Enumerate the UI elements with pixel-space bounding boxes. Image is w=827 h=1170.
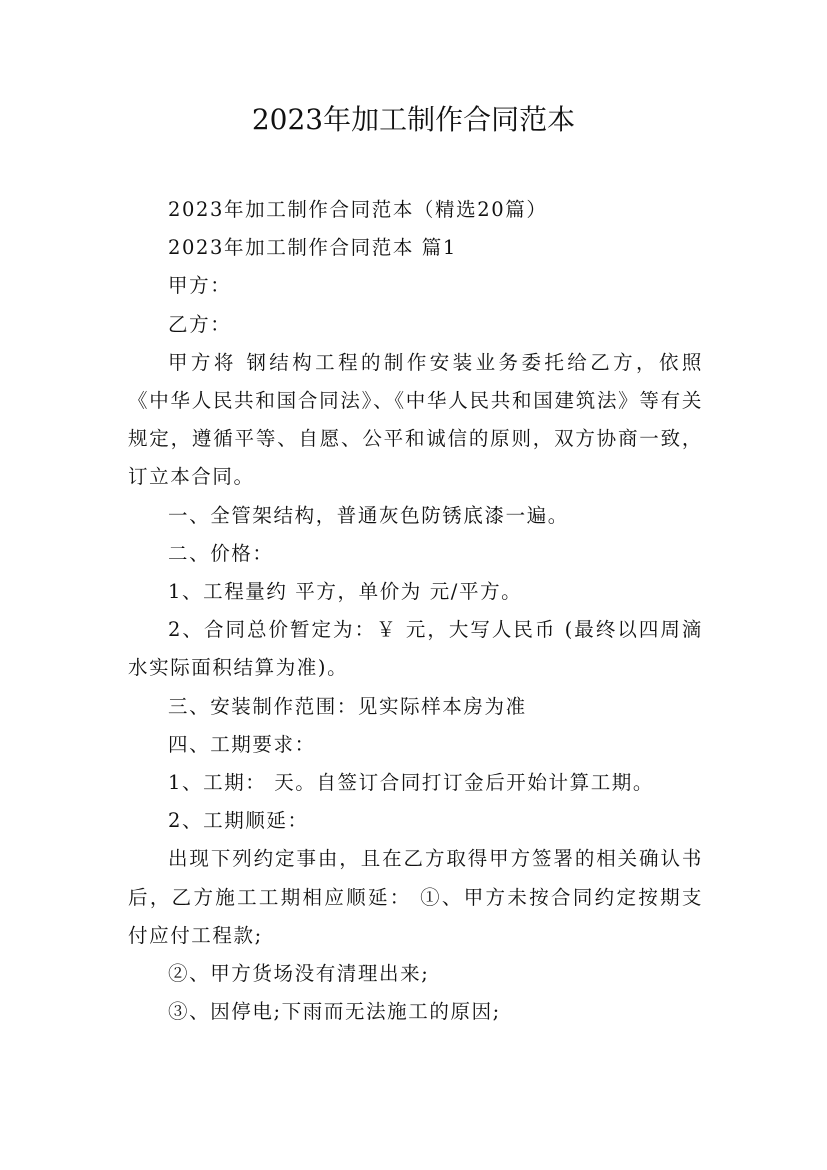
paragraph-clause-3: 三、安装制作范围：见实际样本房为准 (168, 694, 527, 718)
document-title: 2023年加工制作合同范本 (251, 103, 576, 136)
paragraph-clause-2: 二、价格： (168, 541, 274, 565)
paragraph-preamble: 甲方将 钢结构工程的制作安装业务委托给乙方，依照《中华人民共和国合同法》、《中华人民共和国建筑法》等有关规定，遵循平等、自愿、公平和诚信的原则，双方协商一致，订立本合同。 (128, 350, 703, 489)
paragraph-clause-4: 四、工期要求： (168, 732, 316, 756)
paragraph-party-b: 乙方： (168, 312, 232, 336)
document-body (128, 191, 703, 1031)
paragraph-subtitle: 2023年加工制作合同范本（精选20篇） (168, 198, 548, 221)
paragraph-clause-2-2: 2、合同总价暂定为：￥ 元，大写人民币 (最终以四周滴水实际面积结算为准)。 (128, 618, 703, 680)
paragraph-clause-1: 一、全管架结构，普通灰色防锈底漆一遍。 (168, 503, 569, 527)
paragraph-clause-4-1: 1、工期： 天。自签订合同打订金后开始计算工期。 (168, 771, 655, 795)
paragraph-condition-2: ②、甲方货场没有清理出来; (168, 962, 430, 986)
paragraph-clause-4-2: 2、工期顺延： (168, 809, 309, 833)
paragraph-condition-3: ③、因停电;下雨而无法施工的原因; (168, 1000, 501, 1024)
paragraph-chapter-heading: 2023年加工制作合同范本 篇1 (168, 236, 457, 260)
paragraph-clause-2-1: 1、工程量约 平方，单价为 元/平方。 (168, 580, 523, 604)
paragraph-party-a: 甲方： (168, 274, 232, 298)
paragraph-extension-conditions: 出现下列约定事由，且在乙方取得甲方签署的相关确认书后，乙方施工工期相应顺延： ①、甲方未按合同约定按期支付应付工程款; (128, 847, 703, 947)
